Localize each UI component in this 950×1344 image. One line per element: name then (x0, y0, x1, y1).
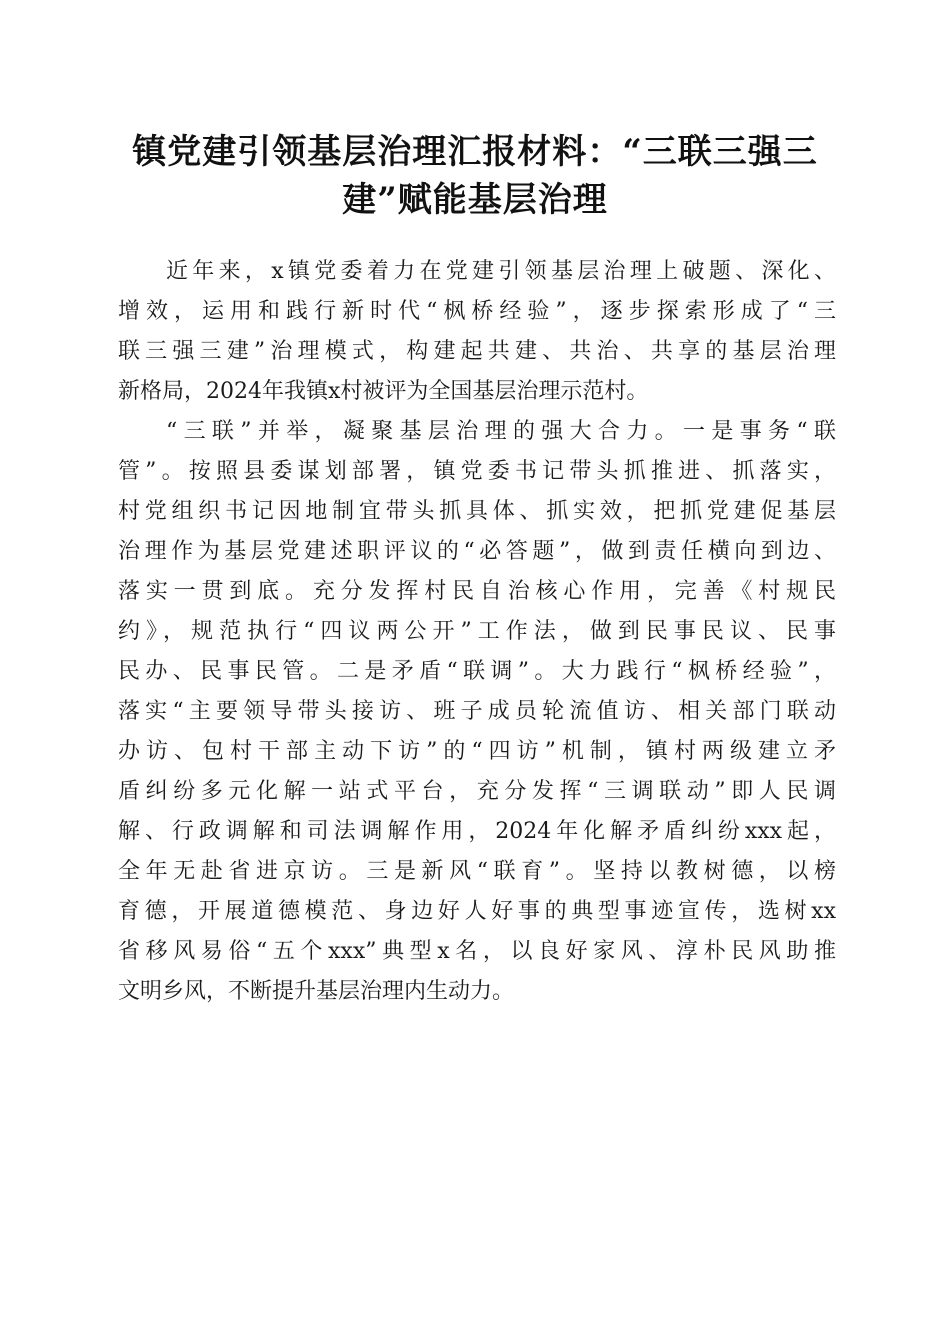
text-line: “三联”并举，凝聚基层治理的强大合力。一是事务“联 (166, 419, 836, 444)
text-line: 省移风易俗“五个xxx”典型x名，以良好家风、淳朴民风助推 (118, 939, 836, 964)
text-line: 落实“主要领导带头接访、班子成员轮流值访、相关部门联动 (118, 699, 836, 724)
paragraph-san-lian (118, 412, 836, 1012)
text-line: 近年来，x镇党委着力在党建引领基层治理上破题、深化、 (166, 259, 836, 284)
text-line: 落实一贯到底。充分发挥村民自治核心作用，完善《村规民 (118, 579, 836, 604)
paragraph-intro (118, 252, 836, 412)
title-line: 镇党建引领基层治理汇报材料：“三联三强三 (132, 132, 818, 172)
text-line: 文明乡风，不断提升基层治理内生动力。 (118, 979, 515, 1004)
text-line: 约》，规范执行“四议两公开”工作法，做到民事民议、民事 (118, 619, 836, 644)
text-line: 增效，运用和践行新时代“枫桥经验”，逐步探索形成了“三 (118, 299, 836, 324)
text-line: 治理作为基层党建述职评议的“必答题”，做到责任横向到边、 (118, 539, 836, 564)
text-line: 全年无赴省进京访。三是新风“联育”。坚持以教树德，以榜 (118, 859, 836, 884)
text-line: 盾纠纷多元化解一站式平台，充分发挥“三调联动”即人民调 (118, 779, 836, 804)
text-line: 办访、包村干部主动下访”的“四访”机制，镇村两级建立矛 (118, 739, 836, 764)
text-line: 联三强三建”治理模式，构建起共建、共治、共享的基层治理 (118, 339, 836, 364)
text-line: 管”。按照县委谋划部署，镇党委书记带头抓推进、抓落实， (118, 459, 836, 484)
text-line: 村党组织书记因地制宜带头抓具体、抓实效，把抓党建促基层 (118, 499, 836, 524)
text-line: 解、行政调解和司法调解作用，2024年化解矛盾纠纷xxx起， (118, 819, 836, 844)
text-line: 育德，开展道德模范、身边好人好事的典型事迹宣传，选树xx (118, 899, 836, 924)
title-line: 建”赋能基层治理 (342, 180, 608, 220)
text-line: 民办、民事民管。二是矛盾“联调”。大力践行“枫桥经验”， (118, 659, 836, 684)
text-line: 新格局，2024年我镇x村被评为全国基层治理示范村。 (118, 379, 649, 404)
document-title (110, 128, 840, 224)
document-body (118, 252, 836, 1012)
